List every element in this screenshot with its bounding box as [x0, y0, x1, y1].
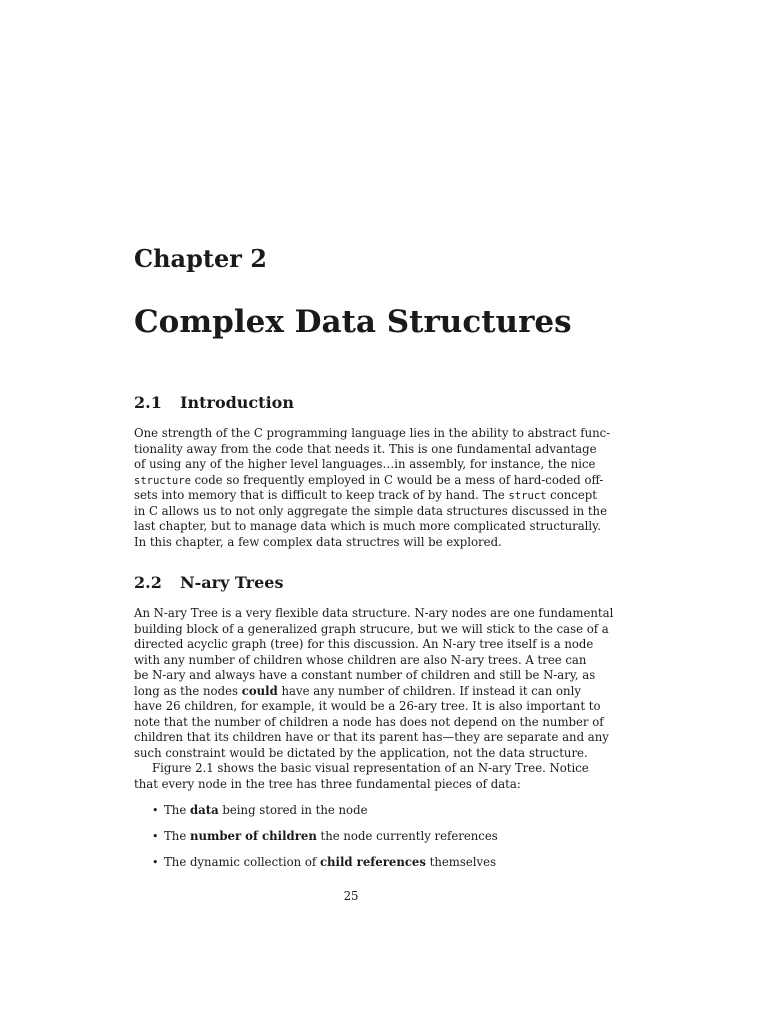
text-line	[134, 745, 588, 762]
code-term: structure	[134, 474, 191, 487]
chapter-title: Complex Data Structures	[134, 304, 572, 340]
text-run: note that the number of children a node has does not depend on the number of	[134, 714, 604, 729]
bold-term: data	[189, 803, 219, 817]
section-title: Introduction	[180, 393, 294, 412]
bullet-icon: •	[152, 804, 159, 817]
text-run: themselves	[425, 855, 497, 869]
text-line	[134, 503, 608, 520]
text-line	[134, 488, 597, 504]
text-run: sets into memory that is difficult to keep track of by hand. The	[134, 488, 509, 502]
list-item	[152, 829, 568, 845]
text-line	[134, 535, 568, 551]
text-run: being stored in the node	[218, 803, 368, 817]
text-run: The	[164, 829, 190, 843]
text-run: The dynamic collection of	[164, 855, 320, 869]
page-number: 25	[343, 889, 359, 903]
nary-paragraph	[134, 606, 614, 761]
text-line	[134, 730, 609, 746]
text-run: of using any of the higher level languages…in assembly, for instance, the nice	[134, 457, 596, 471]
bold-term: could	[241, 683, 278, 698]
text-run: concept	[546, 488, 597, 502]
text-run: In this chapter, a few complex data structres will be explored.	[134, 534, 502, 549]
bullet-icon: •	[152, 830, 159, 843]
text-run: that every node in the tree has three fundamental pieces of data:	[134, 776, 521, 791]
section-title: N-ary Trees	[180, 573, 284, 592]
text-line	[134, 761, 589, 777]
chapter-label: Chapter 2	[134, 244, 267, 273]
text-run: with any number of children whose children are also N-ary trees. A tree can	[134, 652, 587, 667]
text-run: have any number of children. If instead it can only	[277, 683, 581, 698]
text-run: tionality away from the code that needs it. This is one fundamental advantage	[134, 441, 597, 456]
text-run: Figure 2.1 shows the basic visual representation of an N-ary Tree. Notice	[152, 761, 589, 775]
figure-paragraph	[134, 761, 589, 792]
text-line	[134, 683, 581, 700]
introduction-paragraph	[134, 426, 611, 550]
text-line	[134, 472, 604, 489]
text-run: directed acyclic graph (tree) for this discussion. An N-ary tree itself is a node	[134, 637, 594, 651]
section-heading-nary-trees	[134, 573, 283, 592]
bold-term: number of children	[189, 829, 317, 843]
text-run: One strength of the C programming language lies in the ability to abstract func-	[134, 426, 611, 440]
text-run: An N-ary Tree is a very flexible data structure. N-ary nodes are one fundamental	[134, 606, 614, 620]
text-run: be N-ary and always have a constant number of children and still be N-ary, as	[134, 668, 596, 682]
text-run: building block of a generalized graph strucure, but we will stick to the case of a	[134, 621, 609, 636]
text-line	[134, 777, 568, 793]
text-run: in C allows us to not only aggregate the simple data structures discussed in the	[134, 503, 608, 518]
list-item	[152, 855, 568, 871]
text-line	[134, 519, 601, 535]
section-number: 2.1	[134, 393, 162, 412]
list-item	[152, 803, 568, 819]
bullet-icon: •	[152, 856, 159, 869]
text-run: long as the nodes	[134, 683, 242, 698]
text-line	[134, 637, 594, 653]
text-line	[134, 714, 604, 731]
bold-term: child references	[319, 855, 426, 869]
text-run: last chapter, but to manage data which is much more complicated structurally.	[134, 519, 601, 533]
text-run: such constraint would be dictated by the application, not the data structure.	[134, 745, 588, 760]
node-data-list	[152, 803, 568, 881]
text-line	[134, 606, 614, 622]
text-run: The	[164, 803, 190, 817]
text-run: code so frequently employed in C would be a mess of hard-coded off-	[190, 472, 604, 487]
text-run: children that its children have or that its parent has—they are separate and any	[134, 730, 609, 744]
text-run: the node currently references	[316, 829, 498, 843]
text-line	[134, 652, 587, 669]
text-line	[134, 457, 596, 473]
text-line	[134, 426, 611, 442]
text-line	[134, 699, 601, 715]
section-heading-introduction	[134, 393, 294, 412]
text-line	[134, 441, 597, 458]
code-term: struct	[508, 490, 547, 502]
text-line	[134, 668, 596, 684]
text-run: have 26 children, for example, it would be a 26-ary tree. It is also important to	[134, 699, 601, 713]
section-number: 2.2	[134, 573, 162, 592]
text-line	[134, 621, 609, 638]
